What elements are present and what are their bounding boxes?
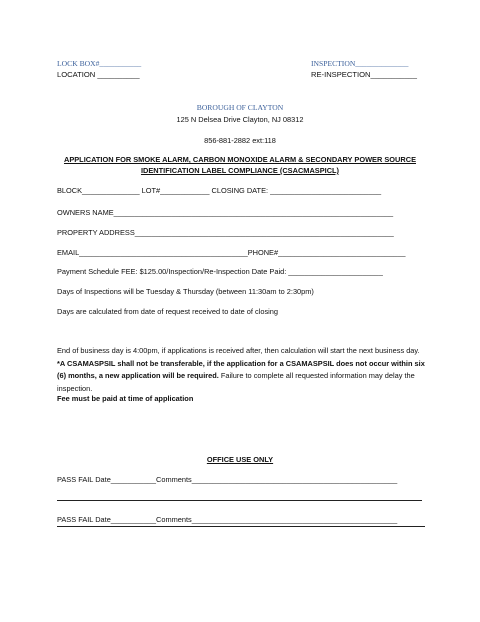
office-row-2[interactable]: PASS FAIL Date___________Comments__________________________________________________ (57, 515, 398, 524)
comments-line[interactable] (57, 500, 422, 501)
lockbox-field[interactable]: LOCK BOX#___________ (57, 59, 142, 68)
email-phone-row[interactable]: EMAIL_________________________________________PHONE#_______________________________ (57, 248, 406, 257)
org-phone: 856-881-2882 ext:118 (204, 136, 276, 145)
office-row-1[interactable]: PASS FAIL Date___________Comments__________________________________________________ (57, 475, 398, 484)
notice-text-bold: *A CSAMASPSIL shall not be transferable, if the application for a CSAMASPSIL does not occur within six (6) months, a new application will be required. (57, 358, 425, 381)
reinspection-field[interactable]: RE-INSPECTION___________ (311, 70, 417, 79)
bottom-rule (57, 526, 425, 527)
days-of-inspection-text: Days of Inspections will be Tuesday & Thursday (between 11:30am to 2:30pm) (57, 287, 314, 296)
location-field[interactable]: LOCATION __________ (57, 70, 140, 79)
org-name: BOROUGH OF CLAYTON (196, 103, 284, 112)
notice-text-start: End of business day is 4:00pm, if applications is received after, then calculation will start the next business day. (57, 346, 420, 355)
business-day-notice (57, 345, 427, 395)
notice-text-end: Failure to complete all requested information may delay the inspection. (57, 371, 415, 393)
block-lot-closing-row[interactable]: BLOCK______________ LOT#____________ CLOSING DATE: ___________________________ (57, 186, 382, 195)
form-title-line2: IDENTIFICATION LABEL COMPLIANCE (CSACMASPICL) (140, 166, 340, 175)
property-address-field[interactable]: PROPERTY ADDRESS_______________________________________________________________ (57, 228, 394, 237)
office-use-heading: OFFICE USE ONLY (206, 455, 274, 464)
form-title-line1: APPLICATION FOR SMOKE ALARM, CARBON MONOXIDE ALARM & SECONDARY POWER SOURCE (63, 155, 417, 164)
inspection-field[interactable]: INSPECTION______________ (311, 59, 409, 68)
owners-name-field[interactable]: OWNERS NAME____________________________________________________________________ (57, 208, 394, 217)
org-address: 125 N Delsea Drive Clayton, NJ 08312 (176, 115, 304, 124)
fee-notice: Fee must be paid at time of application (57, 394, 194, 403)
fee-date-paid-row[interactable]: Payment Schedule FEE: $125.00/Inspection/Re-Inspection Date Paid: _______________________ (57, 267, 383, 276)
days-calculated-text: Days are calculated from date of request received to date of closing (57, 307, 279, 316)
